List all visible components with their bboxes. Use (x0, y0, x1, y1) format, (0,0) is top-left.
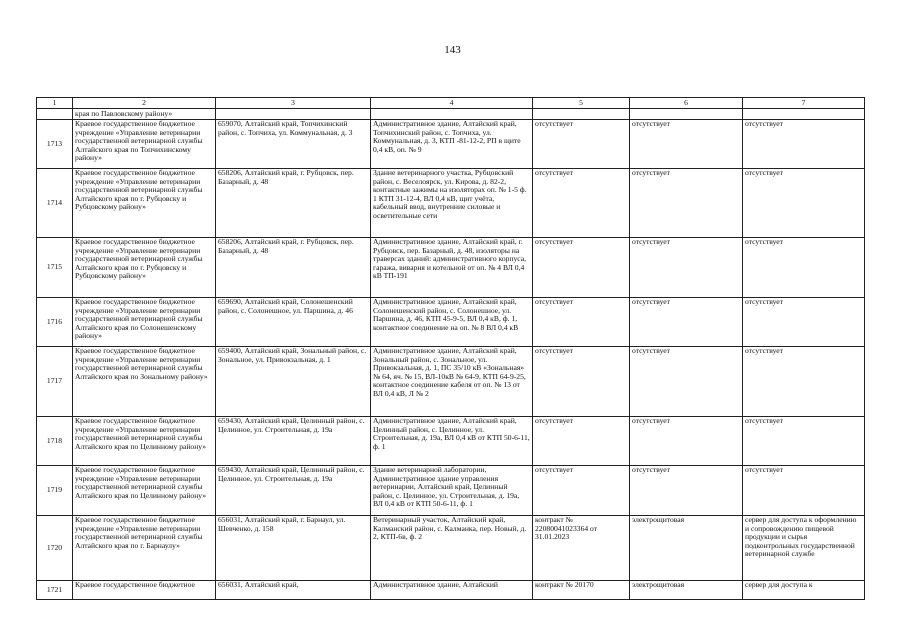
row-number: 1720 (37, 516, 73, 581)
institution-address: 658206, Алтайский край, г. Рубцовск, пер. Базарный, д. 48 (216, 238, 371, 298)
table-row (37, 120, 865, 169)
object-description: Здание ветеринарного участка, Рубцовский район, с. Веселоярск, ул. Кирова, д. 82-2, контактные зажимы на изоляторах оп. № 1-5 ф. 1 КТП 31-12-4, ВЛ 0,4 кВ, щит учёта, кабельный ввод, внутренние силовые и осветительные сети (371, 169, 533, 238)
institution-address: 656031, Алтайский край, г. Барнаул, ул. Шевченко, д. 158 (216, 516, 371, 581)
institution-address: 659430, Алтайский край, Целинный район, с. Целинное, ул. Строительная, д. 19а (216, 466, 371, 516)
row-number: 1714 (37, 169, 73, 238)
row-number: 1717 (37, 347, 73, 417)
location-cell: отсутствует (630, 120, 743, 169)
header-cell: 2 (73, 98, 216, 109)
header-cell: 7 (743, 98, 865, 109)
header-cell: 1 (37, 98, 73, 109)
institution-name: Краевое государственное бюджетное учреждение «Управление ветеринарии государственной ветеринарной службы Алтайского края по г. Рубцовску и Рубцовскому району» (73, 238, 216, 298)
institution-name: Краевое государственное бюджетное учреждение «Управление ветеринарии государственной ветеринарной службы Алтайского края по Зональному району» (73, 347, 216, 417)
header-cell: 5 (533, 98, 630, 109)
location-cell: электрощитовая (630, 581, 743, 600)
contract-cell: контракт № 22080041023364 от 31.01.2023 (533, 516, 630, 581)
equipment-cell: сервер для доступа к оформлению и сопровождению пищевой продукции и сырья подконтрольных государственной ветеринарной службе (743, 516, 865, 581)
institution-name: Краевое государственное бюджетное учреждение «Управление ветеринарии государственной ветеринарной службы Алтайского края по Топчихинскому району» (73, 120, 216, 169)
equipment-cell: сервер для доступа к (743, 581, 865, 600)
location-cell: отсутствует (630, 417, 743, 466)
institution-address: 659400, Алтайский край, Зональный район, с. Зональное, ул. Привокзальная, д. 1 (216, 347, 371, 417)
contract-cell: контракт № 20170 (533, 581, 630, 600)
table-row (37, 466, 865, 516)
institution-address: 659430, Алтайский край, Целинный район, с. Целинное, ул. Строительная, д. 19а (216, 417, 371, 466)
contract-cell: отсутствует (533, 466, 630, 516)
table-row (37, 417, 865, 466)
location-cell: электрощитовая (630, 516, 743, 581)
contract-cell: отсутствует (533, 238, 630, 298)
continuation-row (37, 109, 865, 120)
institution-address: 659070, Алтайский край, Топчихинский район, с. Топчиха, ул. Коммунальная, д. 3 (216, 120, 371, 169)
location-cell: отсутствует (630, 169, 743, 238)
equipment-cell: отсутствует (743, 238, 865, 298)
table-row (37, 581, 865, 600)
contract-cell: отсутствует (533, 298, 630, 347)
header-cell: 6 (630, 98, 743, 109)
contract-cell: отсутствует (533, 417, 630, 466)
institution-address: 659690, Алтайский край, Солонешенский район, с. Солонешное, ул. Паршина, д. 46 (216, 298, 371, 347)
institution-name: Краевое государственное бюджетное учреждение «Управление ветеринарии государственной ветеринарной службы Алтайского края по Целинному району» (73, 466, 216, 516)
equipment-cell: отсутствует (743, 347, 865, 417)
table-row (37, 238, 865, 298)
institution-address: 658206, Алтайский край, г. Рубцовск, пер. Базарный, д. 48 (216, 169, 371, 238)
institution-name: Краевое государственное бюджетное учреждение «Управление ветеринарии государственной ветеринарной службы Алтайского края по г. Рубцовску и Рубцовскому району» (73, 169, 216, 238)
header-cell: 3 (216, 98, 371, 109)
contract-cell: отсутствует (533, 347, 630, 417)
location-cell: отсутствует (630, 298, 743, 347)
page-number: 143 (444, 44, 461, 56)
equipment-cell: отсутствует (743, 298, 865, 347)
object-description: Административное здание, Алтайский край, Топчихинский район, с. Топчиха, ул. Коммунальная, д. 3, КТП -81-12-2, РП в щите 0,4 кВ, оп. № 9 (371, 120, 533, 169)
institution-name: Краевое государственное бюджетное учреждение «Управление ветеринарии государственной ветеринарной службы Алтайского края по Целинному району» (73, 417, 216, 466)
object-description: Административное здание, Алтайский край, Целинный район, с. Целинное, ул. Строительная, д. 19а, ВЛ 0,4 кВ от КТП 50-6-11, ф. 1 (371, 417, 533, 466)
row-number: 1713 (37, 120, 73, 169)
location-cell: отсутствует (630, 466, 743, 516)
header-cell: 4 (371, 98, 533, 109)
row-number: 1721 (37, 581, 73, 600)
contract-cell: отсутствует (533, 120, 630, 169)
equipment-cell: отсутствует (743, 120, 865, 169)
institution-address: 656031, Алтайский край, (216, 581, 371, 600)
registry-table (36, 97, 865, 600)
equipment-cell: отсутствует (743, 466, 865, 516)
location-cell: отсутствует (630, 238, 743, 298)
object-description: Административное здание, Алтайский край, Зональный район, с. Зональное, ул. Привокзальная, д. 1, ПС 35/10 кВ «Зональная» № 64, яч. № 15, ВЛ-10кВ № 64-9, КТП 64-9-25, контактное соединение кабеля от оп. № 13 от ВЛ 0,4 кВ, Л № 2 (371, 347, 533, 417)
row-number: 1719 (37, 466, 73, 516)
object-description: Административное здание, Алтайский (371, 581, 533, 600)
object-description: Административное здание, Алтайский край, Солонешенский район, с. Солонешное, ул. Паршина, д. 46, КТП 45-9-5, ВЛ 0,4 кВ, ф. 1, контактное соединение на оп. № 8 ВЛ 0,4 кВ (371, 298, 533, 347)
table-row (37, 347, 865, 417)
row-number: 1715 (37, 238, 73, 298)
object-description: Административное здание, Алтайский край, г. Рубцовск, пер. Базарный, д. 48, изоляторы на траверсах зданий: административного корпуса, гаража, виварня и котельной от оп. № 4 ВЛ 0,4 кВ ТП-191 (371, 238, 533, 298)
institution-name: Краевое государственное бюджетное (73, 581, 216, 600)
object-description: Ветеринарный участок, Алтайский край, Калманский район, с. Калманка, пер. Новый, д. 2, КТП-6в, ф. 2 (371, 516, 533, 581)
institution-name: Краевое государственное бюджетное учреждение «Управление ветеринарии государственной ветеринарной службы Алтайского края по Солонешенскому району» (73, 298, 216, 347)
contract-cell: отсутствует (533, 169, 630, 238)
header-row (37, 98, 865, 109)
table-row (37, 298, 865, 347)
table-row (37, 169, 865, 238)
row-number: 1718 (37, 417, 73, 466)
equipment-cell: отсутствует (743, 417, 865, 466)
institution-name: Краевое государственное бюджетное учреждение «Управление ветеринарии государственной ветеринарной службы Алтайского края по г. Барнаулу» (73, 516, 216, 581)
table-row (37, 516, 865, 581)
continuation-text: края по Павловскому району» (73, 109, 216, 120)
object-description: Здание ветеринарной лаборатории, Административное здание управления ветеринарии, Алтайский край, Целинный район, с. Целинное, ул. Строительная, д. 19а, ВЛ 0,4 кВ от КТП 50-6-11, ф. 1 (371, 466, 533, 516)
row-number: 1716 (37, 298, 73, 347)
equipment-cell: отсутствует (743, 169, 865, 238)
location-cell: отсутствует (630, 347, 743, 417)
